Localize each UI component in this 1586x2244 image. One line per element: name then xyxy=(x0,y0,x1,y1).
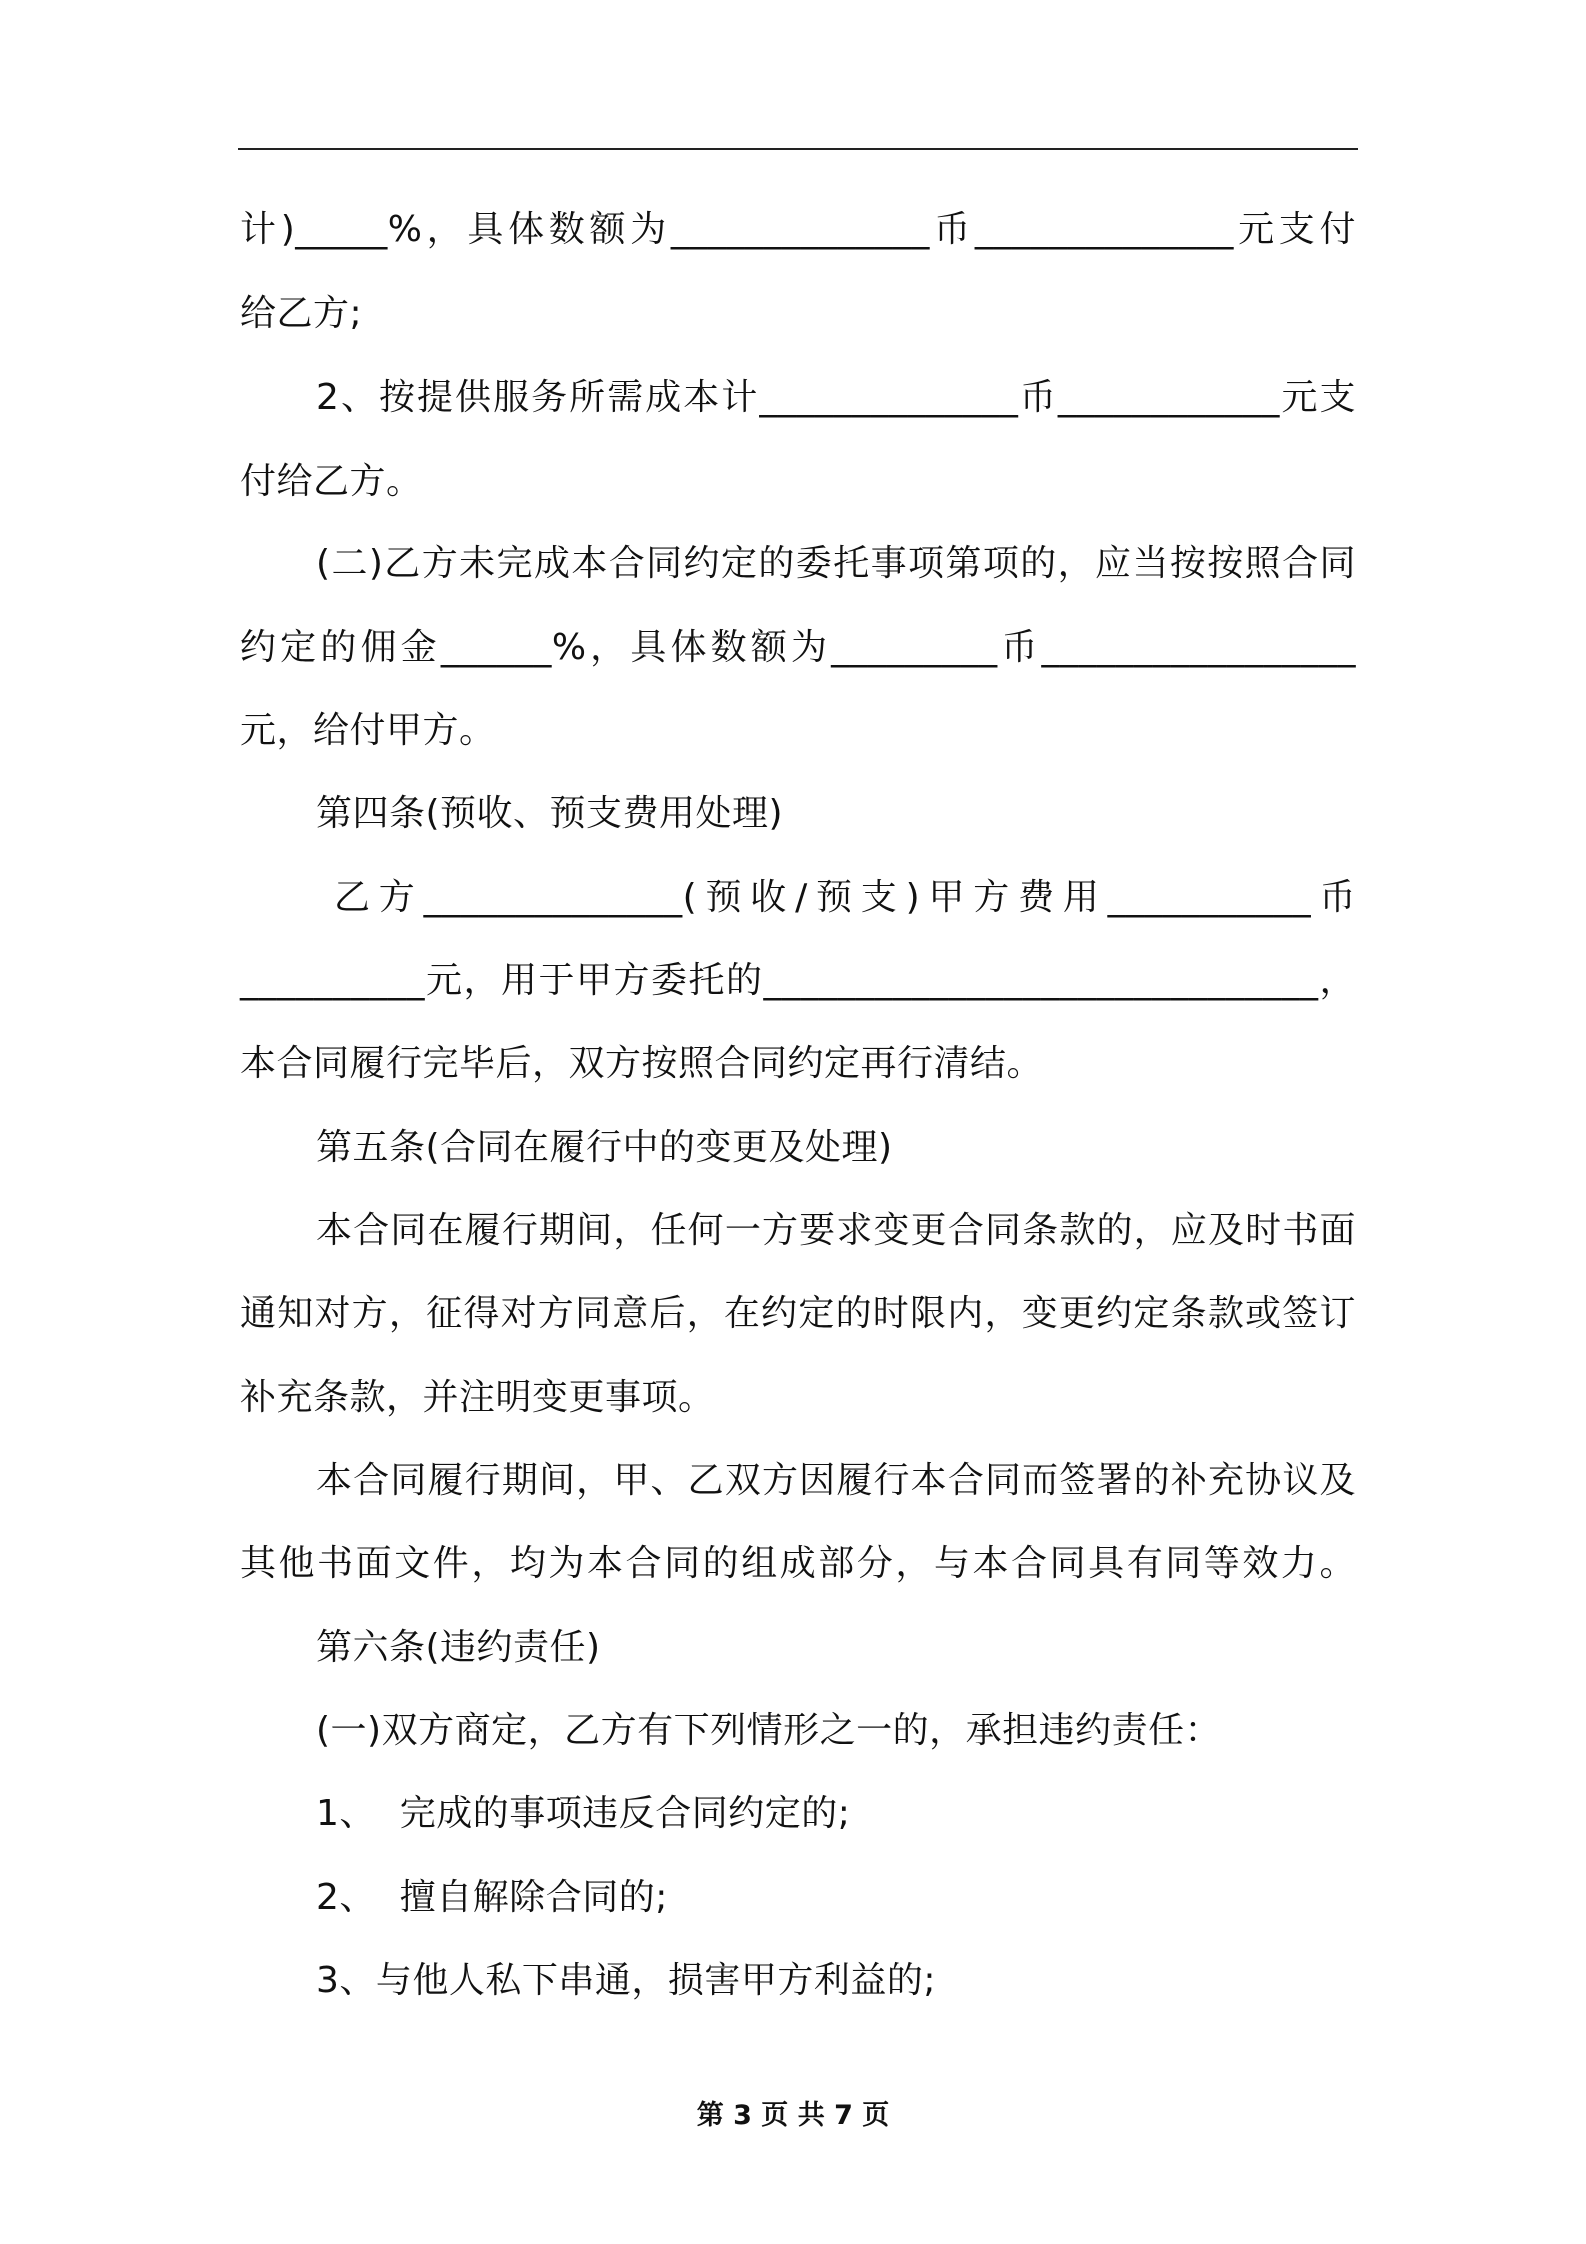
text-line: __________元，用于甲方委托的______________________________， xyxy=(240,960,1356,1001)
text-line: 其他书面文件，均为本合同的组成部分，与本合同具有同等效力。 xyxy=(240,1543,1356,1584)
text-line: 本合同在履行期间，任何一方要求变更合同条款的，应及时书面 xyxy=(316,1210,1356,1251)
section-heading: 第四条(预收、预支费用处理) xyxy=(316,793,784,834)
text-line: 付给乙方。 xyxy=(240,461,423,502)
list-item: 2、 擅自解除合同的; xyxy=(316,1877,668,1918)
text-line: 补充条款，并注明变更事项。 xyxy=(240,1377,715,1418)
list-item: 1、 完成的事项违反合同约定的; xyxy=(316,1793,851,1834)
text-line: 本合同履行完毕后，双方按照合同约定再行清结。 xyxy=(240,1043,1044,1084)
list-item: 3、与他人私下串通，损害甲方利益的; xyxy=(316,1960,937,2001)
text-line: 本合同履行期间，甲、乙双方因履行本合同而签署的补充协议及 xyxy=(316,1460,1356,1501)
text-line: 通知对方，征得对方同意后，在约定的时限内，变更约定条款或签订 xyxy=(240,1293,1356,1334)
text-line: 给乙方; xyxy=(240,293,363,334)
section-heading: 第五条(合同在履行中的变更及处理) xyxy=(316,1127,893,1168)
text-line: (二)乙方未完成本合同约定的委托事项第项的，应当按按照合同 xyxy=(316,543,1356,584)
text-line: 计)_____%，具体数额为______________币______________元支付 xyxy=(240,209,1356,250)
text-line: 2、按提供服务所需成本计______________币____________元支 xyxy=(316,377,1356,418)
text-line: 约定的佣金______%，具体数额为_________币_________________ xyxy=(240,627,1356,668)
section-heading: 第六条(违约责任) xyxy=(316,1627,601,1668)
text-line: 元，给付甲方。 xyxy=(240,710,496,751)
page-number: 第 3 页 共 7 页 xyxy=(696,2100,890,2131)
text-line: (一)双方商定，乙方有下列情形之一的，承担违约责任： xyxy=(316,1710,1222,1751)
header-rule xyxy=(238,148,1358,150)
text-line: 乙方______________(预收/预支)甲方费用___________币 xyxy=(334,877,1356,918)
